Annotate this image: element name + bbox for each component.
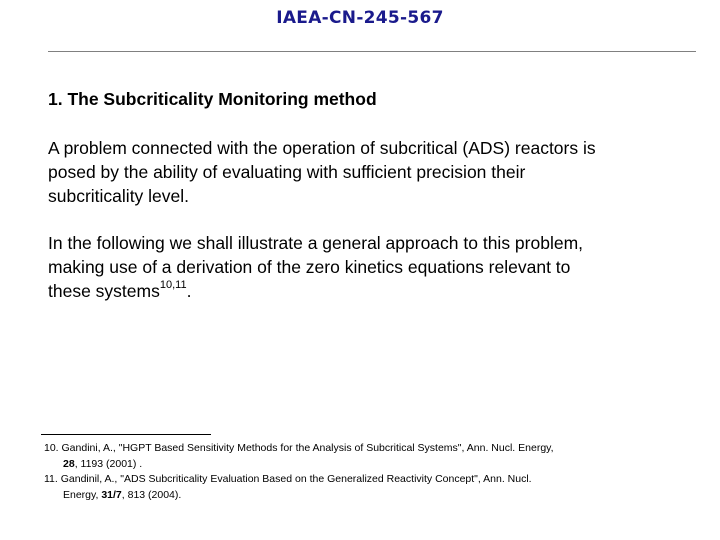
footnote-pages: , 813 (2004). <box>121 488 182 501</box>
paragraph-line: posed by the ability of evaluating with sufficient precision their <box>48 162 526 182</box>
footnotes <box>44 441 684 503</box>
footnote-divider <box>41 434 211 435</box>
footnote-11: 11. Gandinil, A., "ADS Subcriticality Evaluation Based on the Generalized Reactivity Concept", Ann. Nucl. <box>44 473 532 485</box>
paragraph-2 <box>48 231 688 303</box>
paragraph-line: making use of a derivation of the zero kinetics equations relevant to <box>48 257 571 277</box>
paragraph-1 <box>48 136 688 208</box>
header-divider <box>48 51 696 52</box>
footnote-10: 10. Gandini, A., "HGPT Based Sensitivity Methods for the Analysis of Subcritical Systems", Ann. Nucl. Energy, <box>44 442 554 454</box>
document-id-header: IAEA-CN-245-567 <box>276 8 444 28</box>
paragraph-text: these systems <box>48 281 160 301</box>
paragraph-period: . <box>186 281 192 301</box>
footnote-pages: , 1193 (2001) . <box>74 457 143 470</box>
footnote-11-continuation <box>44 488 684 504</box>
footnote-volume: 28 <box>63 457 75 470</box>
paragraph-line: A problem connected with the operation of subcritical (ADS) reactors is <box>48 138 596 158</box>
footnote-volume: 31/7 <box>101 488 122 501</box>
paragraph-line: subcriticality level. <box>48 186 190 206</box>
paragraph-line: In the following we shall illustrate a general approach to this problem, <box>48 233 584 253</box>
citation-reference: 10,11 <box>159 279 187 292</box>
paragraph-line <box>48 279 688 303</box>
footnote-journal: Energy, <box>63 488 102 501</box>
section-heading: 1. The Subcriticality Monitoring method <box>48 89 377 109</box>
footnote-10-continuation <box>44 457 684 473</box>
